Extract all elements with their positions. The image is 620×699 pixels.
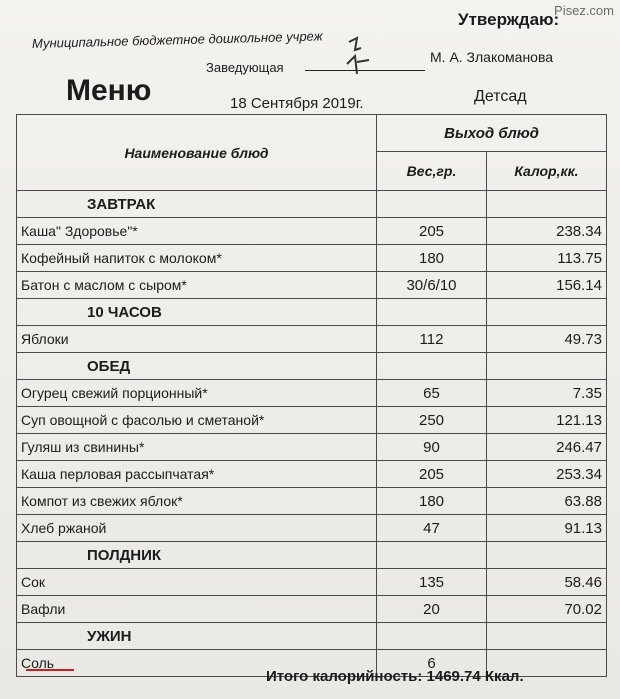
table-row [17, 434, 607, 461]
table-row [17, 569, 607, 596]
dish-weight: 47 [377, 515, 487, 542]
dish-calories: 121.13 [487, 407, 607, 434]
dish-name: Батон с маслом с сыром* [17, 272, 377, 299]
red-underline-mark [26, 669, 74, 671]
dish-name: Вафли [17, 596, 377, 623]
dish-weight [377, 191, 487, 218]
dish-calories: 58.46 [487, 569, 607, 596]
manager-name: М. А. Злакоманова [430, 49, 554, 65]
section-title: 10 ЧАСОВ [17, 299, 377, 326]
dish-weight: 205 [377, 461, 487, 488]
section-title: ОБЕД [17, 353, 377, 380]
dish-weight [377, 299, 487, 326]
dish-calories: 7.35 [487, 380, 607, 407]
table-row [17, 407, 607, 434]
page-title: Меню [66, 74, 152, 107]
dish-calories: 253.34 [487, 461, 607, 488]
table-row [17, 245, 607, 272]
column-header-weight: Вес,гр. [377, 152, 487, 191]
dish-weight [377, 542, 487, 569]
section-title: ПОЛДНИК [17, 542, 377, 569]
dish-name: Компот из свежих яблок* [17, 488, 377, 515]
dish-weight: 20 [377, 596, 487, 623]
dish-name: Каша перловая рассыпчатая* [17, 461, 377, 488]
menu-table-body [17, 191, 607, 677]
dish-weight: 6 [377, 650, 487, 677]
menu-table [16, 114, 607, 677]
dish-calories: 156.14 [487, 272, 607, 299]
dish-weight: 65 [377, 380, 487, 407]
dish-calories: 246.47 [487, 434, 607, 461]
table-row [17, 272, 607, 299]
menu-date: 18 Сентября 2019г. [230, 95, 364, 112]
column-header-output: Выход блюд [377, 115, 607, 152]
dish-name: Соль [17, 650, 377, 677]
table-row [17, 326, 607, 353]
dish-calories: 113.75 [487, 245, 607, 272]
table-row [17, 515, 607, 542]
dish-name: Сок [17, 569, 377, 596]
section-title: УЖИН [17, 623, 377, 650]
dish-weight: 30/6/10 [377, 272, 487, 299]
total-calories: Итого калорийность: 1469.74 Ккал. [266, 668, 524, 685]
dish-weight: 112 [377, 326, 487, 353]
dish-calories: 49.73 [487, 326, 607, 353]
dish-name: Хлеб ржаной [17, 515, 377, 542]
dish-weight: 205 [377, 218, 487, 245]
dish-weight: 250 [377, 407, 487, 434]
dish-name: Гуляш из свинины* [17, 434, 377, 461]
table-row [17, 461, 607, 488]
section-row [17, 299, 607, 326]
section-row [17, 353, 607, 380]
dish-weight: 90 [377, 434, 487, 461]
dish-weight: 180 [377, 488, 487, 515]
dish-calories [487, 299, 607, 326]
dish-calories [487, 542, 607, 569]
dish-calories: 91.13 [487, 515, 607, 542]
institution-type: Детсад [474, 88, 527, 105]
dish-weight [377, 623, 487, 650]
organization-name: Муниципальное бюджетное дошкольное учреж [31, 28, 323, 51]
column-header-calories: Калор,кк. [487, 152, 607, 191]
dish-name: Кофейный напиток с молоком* [17, 245, 377, 272]
dish-calories [487, 191, 607, 218]
dish-calories: 70.02 [487, 596, 607, 623]
approval-label: Утверждаю: [458, 10, 560, 29]
watermark: Pisez.com [554, 3, 614, 18]
dish-calories [487, 623, 607, 650]
table-row [17, 488, 607, 515]
table-row [17, 596, 607, 623]
table-row [17, 380, 607, 407]
dish-calories: 238.34 [487, 218, 607, 245]
column-header-name: Наименование блюд [17, 115, 377, 191]
section-row [17, 623, 607, 650]
manager-label: Заведующая [206, 60, 284, 75]
section-row [17, 542, 607, 569]
signature-image [335, 34, 395, 82]
dish-name: Каша" Здоровье"* [17, 218, 377, 245]
dish-calories: 63.88 [487, 488, 607, 515]
table-row [17, 218, 607, 245]
dish-name: Суп овощной с фасолью и сметаной* [17, 407, 377, 434]
dish-weight [377, 353, 487, 380]
section-title: ЗАВТРАК [17, 191, 377, 218]
dish-name: Огурец свежий порционный* [17, 380, 377, 407]
dish-name: Яблоки [17, 326, 377, 353]
dish-weight: 180 [377, 245, 487, 272]
dish-weight: 135 [377, 569, 487, 596]
section-row [17, 191, 607, 218]
dish-calories [487, 353, 607, 380]
